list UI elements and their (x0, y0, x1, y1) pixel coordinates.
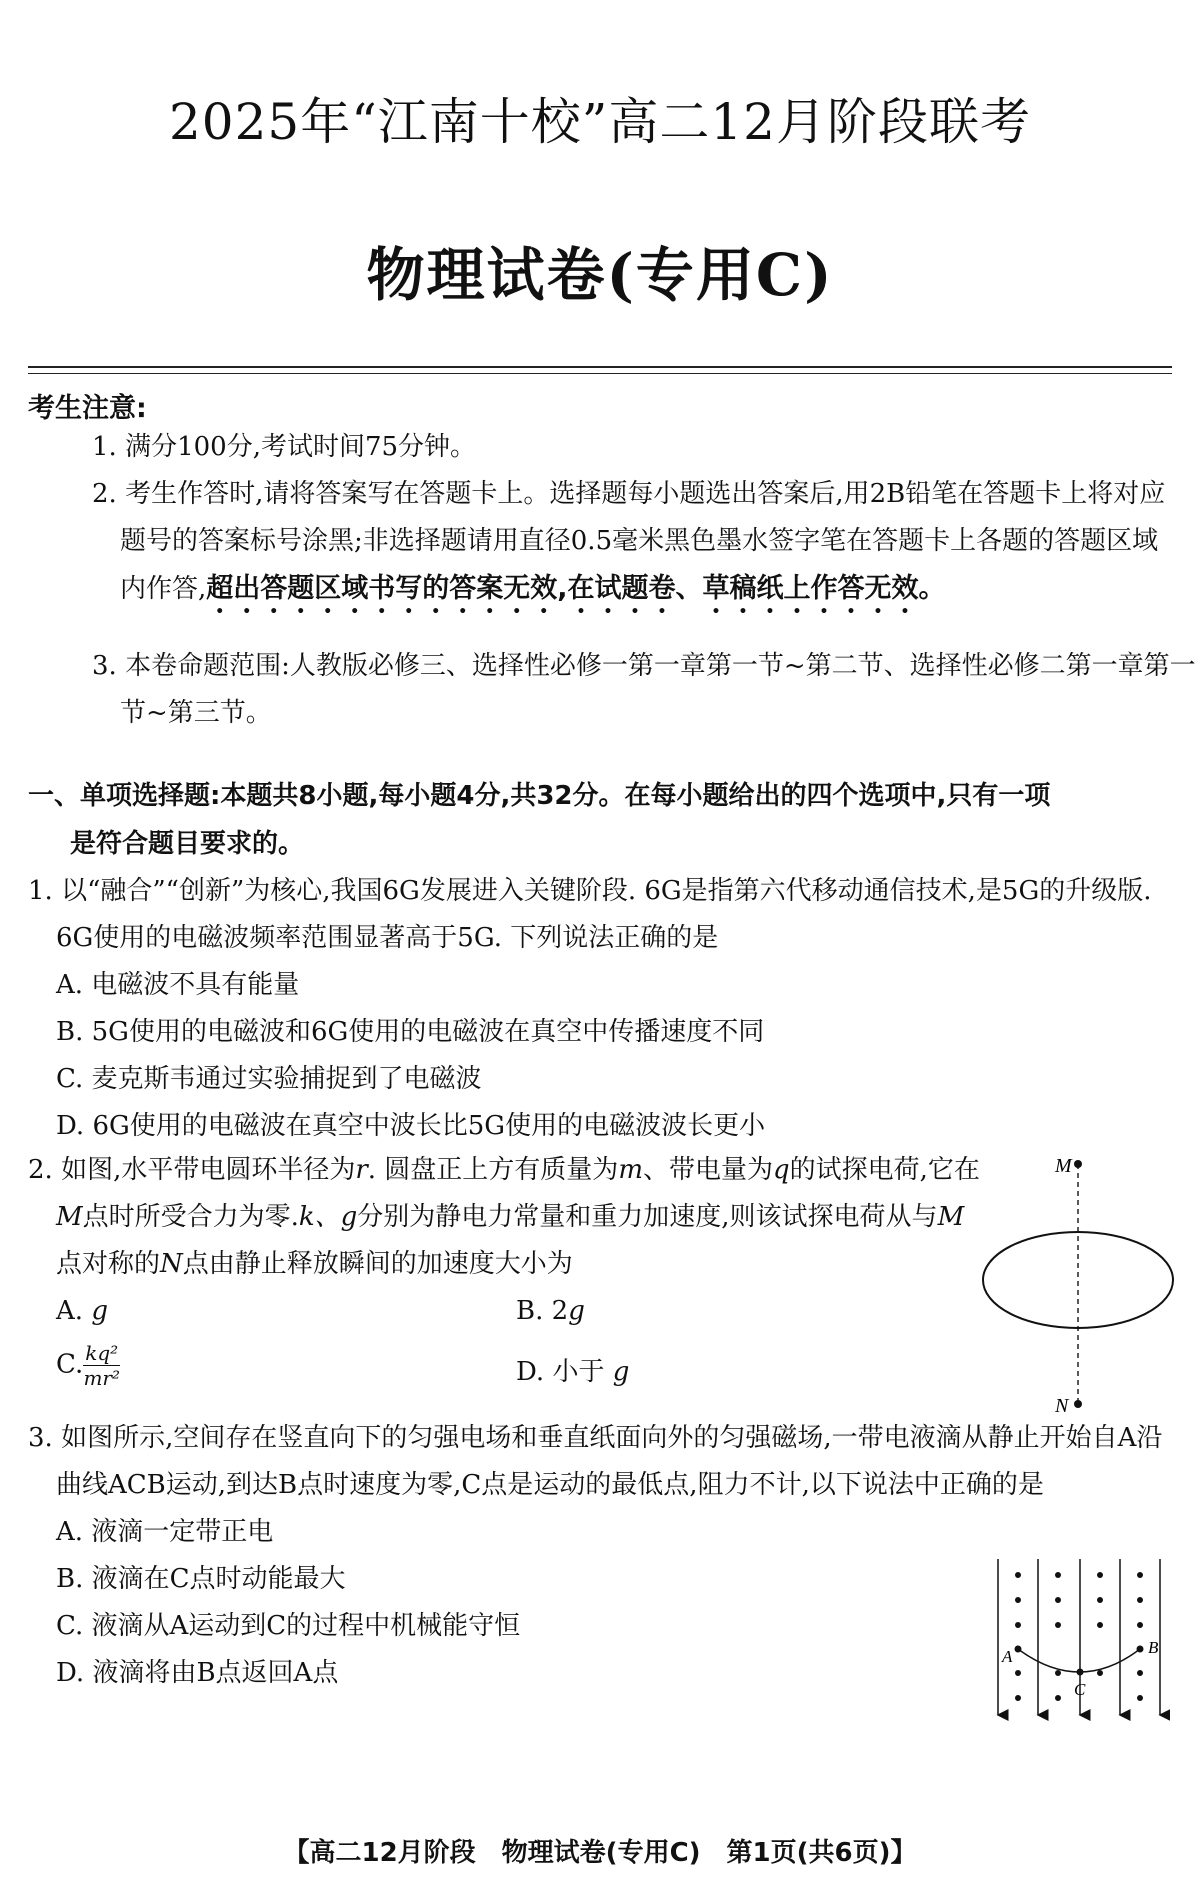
question-2 (28, 1147, 988, 1396)
section-heading (28, 772, 1172, 868)
notice-item-2 (92, 471, 1172, 620)
question-2-option-a: A. g (56, 1296, 108, 1326)
question-1-option-b: B. 5G使用的电磁波和6G使用的电磁波在真空中传播速度不同 (56, 1017, 765, 1047)
page-footer: 【高二12月阶段 物理试卷(专用C) 第1页(共6页)】 (283, 1838, 917, 1868)
notice-item-3: 3. 本卷命题范围:人教版必修三、选择性必修一第一章第一节~第二节、选择性必修二第一章第一节~第三节。 (92, 651, 1196, 728)
header-divider-bottom (28, 373, 1172, 374)
label-a: A (1002, 1647, 1013, 1666)
notice-item-1: 1. 满分100分,考试时间75分钟。 (92, 432, 477, 462)
point-n (1074, 1400, 1082, 1408)
label-n: N (1055, 1395, 1069, 1417)
notice-item-2-emphasis: 超出答题区域书写的答案无效,在试题卷、草稿纸上作答无效。 (206, 573, 946, 604)
question-3-option-b: B. 液滴在C点时动能最大 (56, 1564, 346, 1594)
label-b: B (1148, 1638, 1159, 1657)
question-2-options-row-2 (28, 1341, 988, 1396)
question-3-option-a: A. 液滴一定带正电 (56, 1517, 274, 1547)
question-2-stem: 2. 如图,水平带电圆环半径为r. 圆盘正上方有质量为m、带电量为q的试探电荷,它在M点时所受合力为零.k、g分别为静电力常量和重力加速度,则该试探电荷从与M点对称的N点由静止释放瞬间的加速度大小为 (28, 1155, 980, 1279)
question-1-option-c: C. 麦克斯韦通过实验捕捉到了电磁波 (56, 1064, 482, 1094)
question-2-option-b: B. 2g (516, 1296, 585, 1326)
question-1-option-a: A. 电磁波不具有能量 (56, 970, 300, 1000)
fraction: $\frac{\text{kq²}}{\text{mr²}}$ (83, 1341, 120, 1390)
point-b (1137, 1646, 1144, 1653)
section-heading-line2: 是符合题目要求的。 (70, 829, 305, 859)
exam-subtitle: 物理试卷(专用C) (366, 241, 834, 309)
ring-charge-figure (975, 1150, 1175, 1420)
question-2-option-d: D. 小于 g (516, 1357, 630, 1387)
question-3-stem: 3. 如图所示,空间存在竖直向下的匀强电场和垂直纸面向外的匀强磁场,一带电液滴从静止开始自A沿曲线ACB运动,到达B点时速度为零,C点是运动的最低点,阻力不计,以下说法中正确的是 (28, 1423, 1163, 1500)
section-heading-line1: 一、单项选择题:本题共8小题,每小题4分,共32分。在每小题给出的四个选项中,只有一项 (28, 781, 1051, 811)
point-a (1015, 1646, 1022, 1653)
question-1-stem: 1. 以“融合”“创新”为核心,我国6G发展进入关键阶段. 6G是指第六代移动通信技术,是5G的升级版. 6G使用的电磁波频率范围显著高于5G. 下列说法正确的是 (28, 876, 1152, 953)
question-3-option-d: D. 液滴将由B点返回A点 (56, 1658, 339, 1688)
point-c (1077, 1669, 1084, 1676)
question-1-option-d: D. 6G使用的电磁波在真空中波长比5G使用的电磁波波长更小 (56, 1111, 766, 1141)
exam-title: 2025年“江南十校”高二12月阶段联考 (169, 93, 1031, 151)
question-2-option-c: C. $\frac{\text{kq²}}{\text{mr²}}$ (56, 1341, 120, 1390)
point-m (1074, 1160, 1082, 1168)
question-2-options-row-1 (28, 1288, 988, 1335)
trajectory-acb (1018, 1649, 1140, 1672)
notice-item-2-text: 2. 考生作答时,请将答案写在答题卡上。选择题每小题选出答案后,用2B铅笔在答题卡上将对应题号的答案标号涂黑;非选择题请用直径0.5毫米黑色墨水签字笔在答题卡上各题的答题区域内作答, (92, 479, 1166, 604)
label-m: M (1055, 1155, 1072, 1177)
label-c: C (1074, 1680, 1086, 1699)
question-1 (28, 868, 1172, 1150)
question-3-option-c: C. 液滴从A运动到C的过程中机械能守恒 (56, 1611, 521, 1641)
notice-heading: 考生注意: (28, 393, 147, 424)
field-figure (990, 1555, 1170, 1725)
header-divider-top (28, 366, 1172, 368)
